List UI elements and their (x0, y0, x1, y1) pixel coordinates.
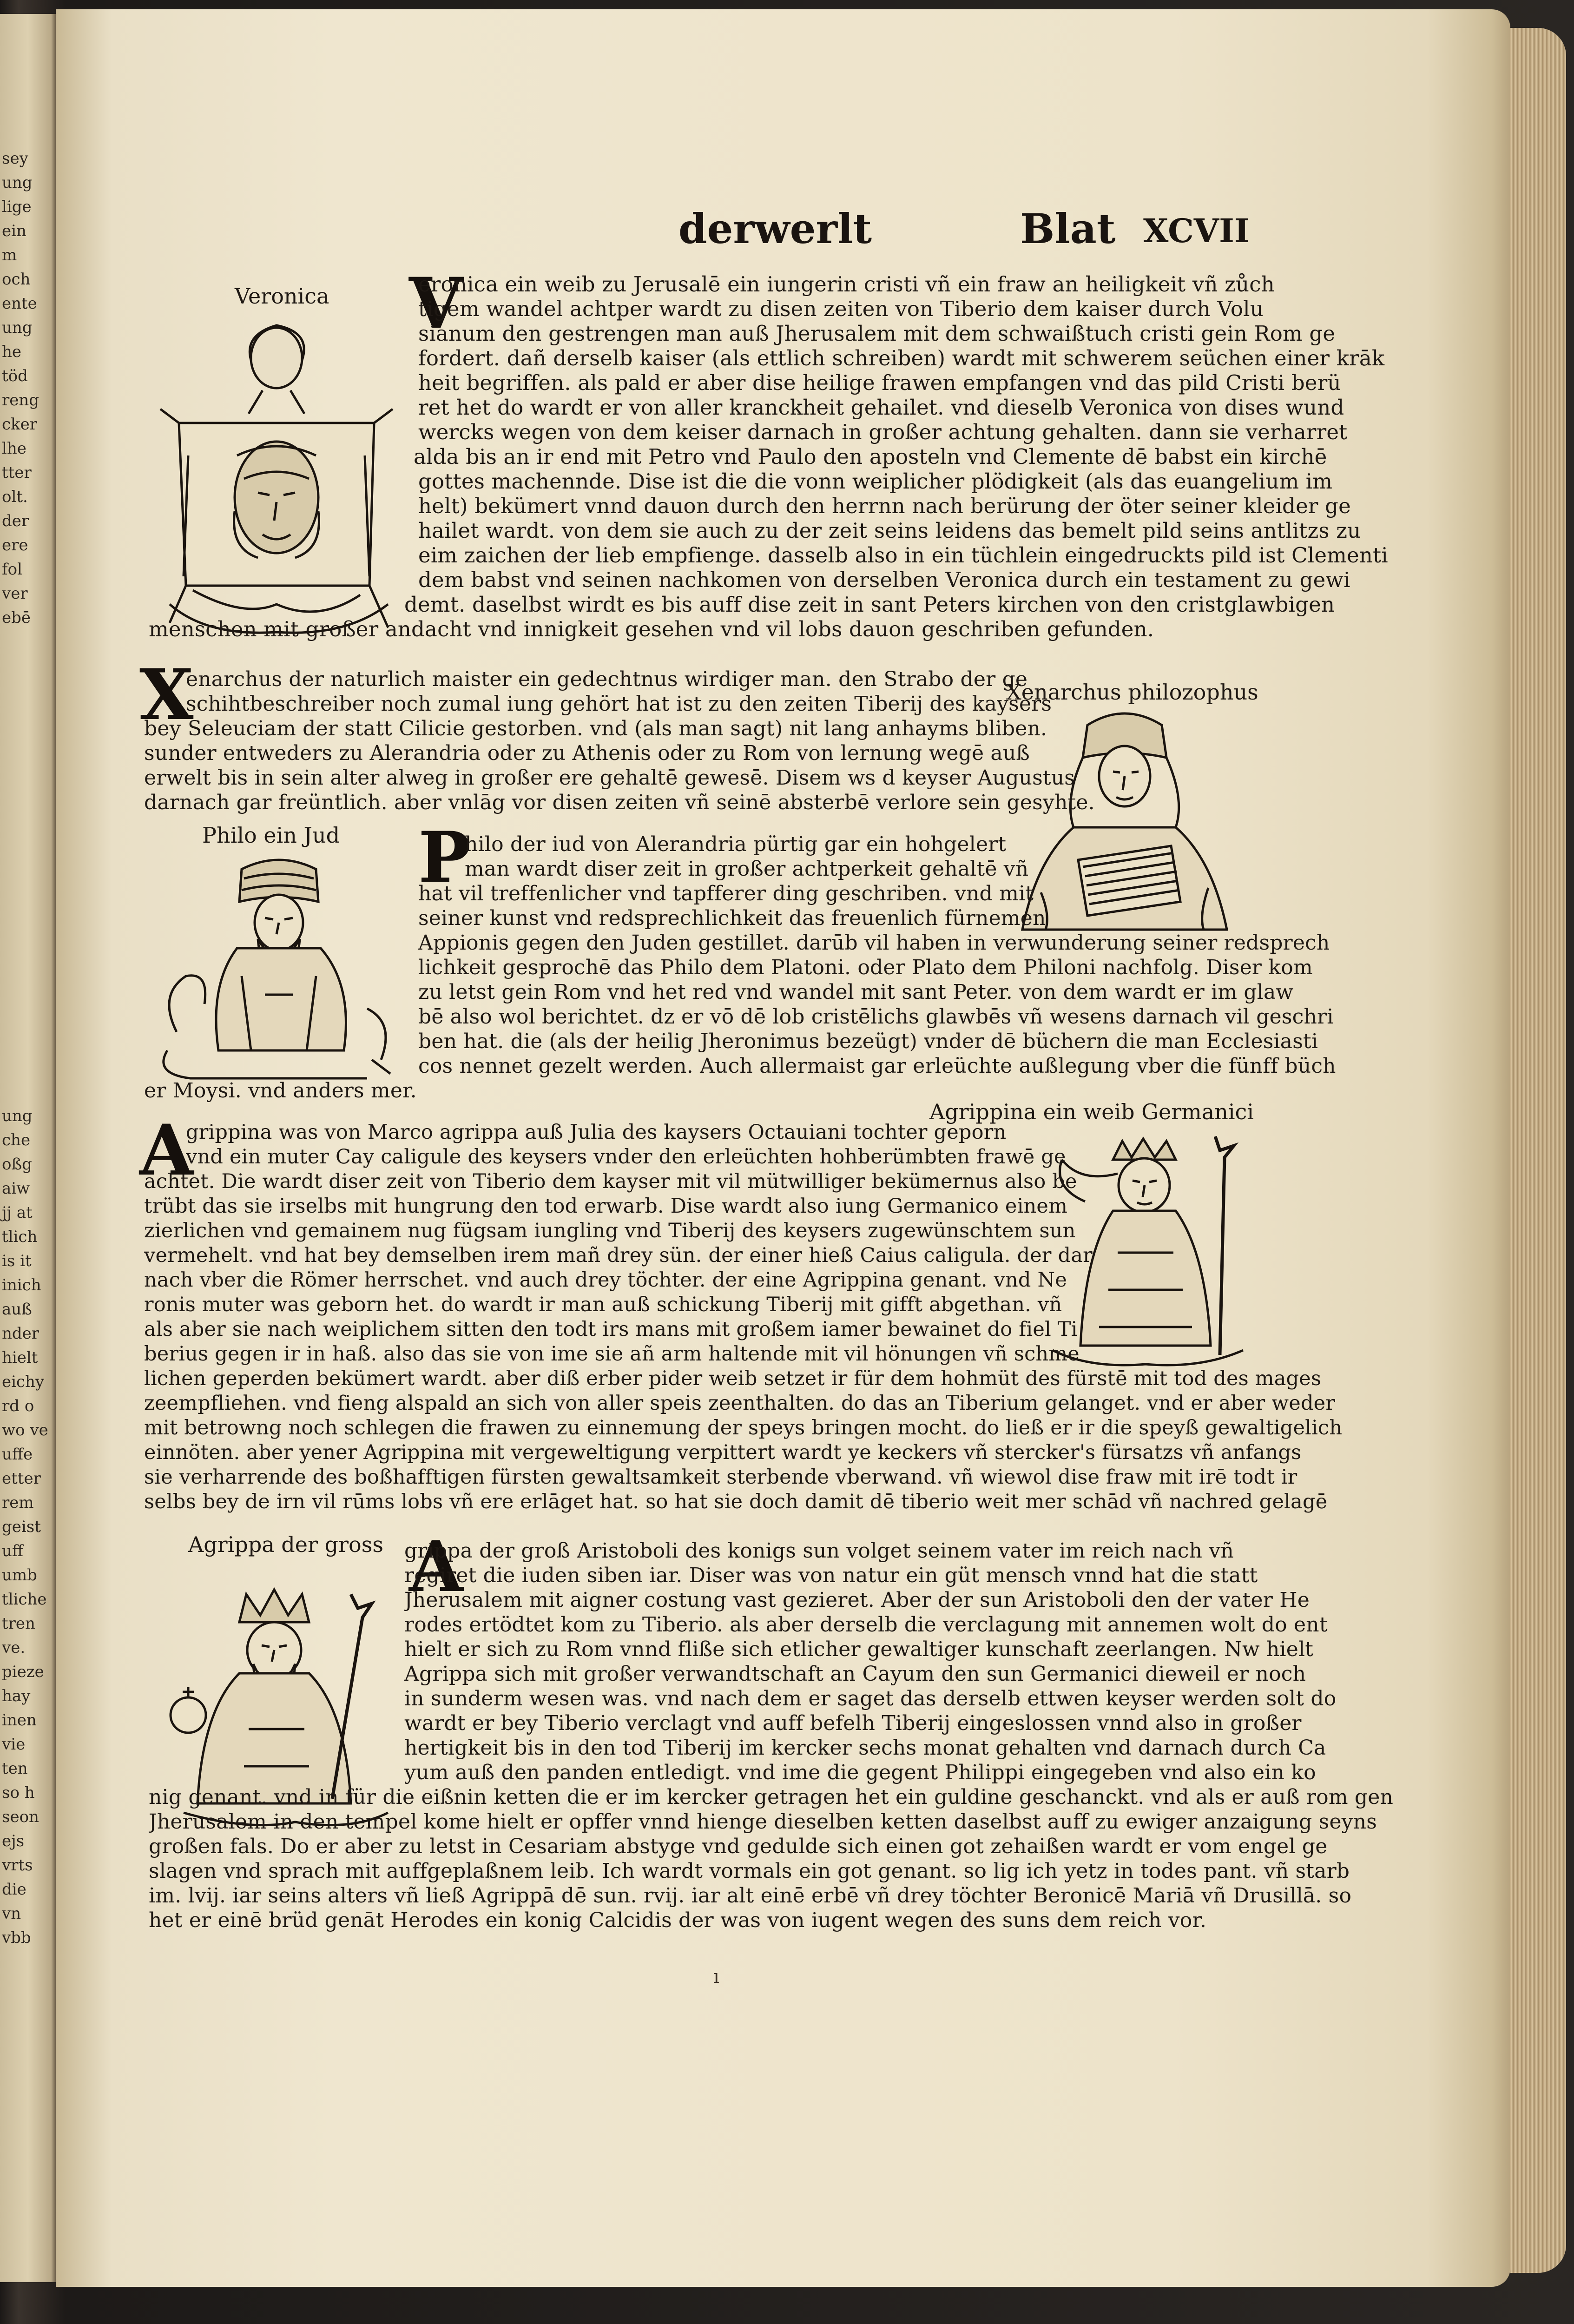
left-page-fragment: rem (2, 1493, 34, 1512)
left-page-fragment: die (2, 1880, 26, 1899)
caption-xenarchus: Xenarchus philozophus (1006, 680, 1258, 705)
left-page-fragment: hielt (2, 1348, 38, 1367)
text-line: wercks wegen von dem keiser darnach in großer achtung gehalten. dann sie verharret (418, 420, 1348, 444)
left-page-fragment: che (2, 1131, 31, 1149)
left-page-fragment: ver (2, 584, 28, 603)
paragraph-veronica (149, 272, 1388, 641)
philo-woodcut (149, 855, 409, 1088)
text-line: zierlichen vnd gemainem nug fügsam iungling vnd Tiberij des keysers zugewünschtem sun (144, 1219, 1076, 1242)
text-line: sunder entweders zu Alerandria oder zu Athenis oder zu Rom von lernung wegē auß (144, 741, 1030, 765)
left-page-fragment: lhe (2, 439, 26, 458)
left-page-fragment: is it (2, 1252, 32, 1270)
initial-xenarchus: X (139, 654, 194, 736)
text-line: seiner kunst vnd redsprechlichkeit das freuenlich fürnemen (418, 906, 1046, 930)
left-page-fragment: eichy (2, 1373, 45, 1391)
text-line: menschen mit großer andacht vnd innigkeit gesehen vnd vil lobs dauon geschriben gefunden. (149, 617, 1154, 641)
text-line: vermehelt. vnd hat bey demselben irem mañ drey sün. der einer hieß Caius caligula. der dar (144, 1244, 1093, 1267)
left-page-fragment: m (2, 246, 17, 264)
caption-agrippa: Agrippa der gross (188, 1532, 383, 1557)
left-page-fragment: tren (2, 1614, 35, 1633)
text-line: dem babst vnd seinen nachkomen von derselben Veronica durch ein testament zu gewi (418, 568, 1350, 592)
left-page-fragment: inen (2, 1711, 37, 1730)
text-line: ronis muter was geborn het. do wardt ir man auß schickung Tiberij mit gifft abgethan. vñ (144, 1293, 1062, 1316)
text-line: hielt er sich zu Rom vnnd fliße sich etlicher gewaltiger kunschaft zeerlangen. Nw hielt (404, 1637, 1314, 1661)
text-line: bey Seleuciam der statt Cilicie gestorben. vnd (als man sagt) nit lang anhayms bliben. (144, 717, 1047, 740)
paragraph-xenarchus (144, 667, 1095, 815)
text-line: im. lvij. iar seins alters vñ ließ Agrippā dē sun. rvij. iar alt einē erbē vñ drey töchter Beronicē Mariā vñ Drusillā. so (149, 1884, 1352, 1908)
left-page-fragment: tter (2, 463, 32, 482)
left-page-fragment: ejs (2, 1832, 25, 1850)
text-line: lichkeit gesprochē das Philo dem Platoni. oder Plato dem Philoni nachfolg. Diser kom (418, 956, 1313, 979)
left-page-edge (0, 14, 56, 2282)
initial-agrippina: A (139, 1109, 194, 1191)
text-line: heit begriffen. als pald er aber dise heilige frawen empfangen vnd das pild Cristi berü (418, 370, 1341, 395)
left-page-fragment: vn (2, 1904, 21, 1923)
text-line: yum auß den panden entledigt. vnd ime die gegent Philippi eingegeben vnd also ein ko (404, 1761, 1316, 1784)
text-line: schihtbeschreiber noch zumal iung gehört hat ist zu den zeiten Tiberij des kaysers (186, 692, 1052, 716)
text-line: mit betrowng noch schlegen die frawen zu einnemung der speys bringen mocht. do ließ er ir die speyß gewaltigelich (144, 1416, 1343, 1439)
left-page-fragment: vie (2, 1735, 26, 1754)
text-line: hailet wardt. von dem sie auch zu der zeit seins leidens das bemelt pild seins antlitzs zu (418, 518, 1361, 543)
text-line: er Moysi. vnd anders mer. (144, 1079, 417, 1103)
text-line: hertigkeit bis in den tod Tiberij im kercker sechs monat gehalten vnd darnach durch Ca (404, 1736, 1326, 1760)
text-line: lichen geperden bekümert wardt. aber diß erber pider weib setzet ir für dem hohmüt des fürstē mit tod des mages (144, 1367, 1322, 1390)
initial-veronica: V (409, 263, 463, 344)
running-title: derwerlt (678, 205, 872, 253)
text-line: bē also wol berichtet. dz er vō dē lob cristēlichs glawbēs vñ wesens darnach vil geschri (418, 1005, 1334, 1029)
text-line: hat vil treffenlicher vnd tapfferer ding geschriben. vnd mit (418, 882, 1034, 905)
caption-agrippina: Agrippina ein weib Germanici (929, 1099, 1254, 1124)
text-line: fordert. dañ derselb kaiser (als ettlich schreiben) wardt mit schwerem seüchen einer krāk (418, 346, 1385, 370)
text-line: Jherusalem in den tempel kome hielt er opffer vnnd hienge dieselben ketten daselbst auff zu ewiger anzaigung seyns (149, 1810, 1377, 1834)
text-line: wardt er bey Tiberio verclagt vnd auff befelh Tiberij eingeslossen vnnd also in großer (404, 1711, 1302, 1735)
margin-mark: ı (713, 1966, 719, 1987)
text-line: hilo der iud von Alerandria pürtig gar ein hohgelert (465, 832, 1007, 856)
left-page-fragment: lige (2, 198, 32, 216)
left-page-fragment: nder (2, 1324, 40, 1343)
left-page-fragment: ung (2, 1107, 33, 1125)
text-line: in sunderm wesen was. vnd nach dem er saget das derselb ettwen keyser werden solt do (404, 1687, 1337, 1710)
text-line: erwelt bis in sein alter alweg in großer ere gehaltē gewesē. Disem ws d keyser Augustus (144, 766, 1075, 790)
left-page-fragment: inich (2, 1276, 41, 1294)
text-line: alda bis an ir end mit Petro vnd Paulo den aposteln vnd Clemente dē babst ein kirchē (414, 444, 1327, 469)
text-line: slagen vnd sprach mit auffgeplaßnem leib. Ich wardt vormals ein got genant. so lig ich yetz in todes pant. vñ starb (149, 1859, 1350, 1883)
left-page-fragment: cker (2, 415, 38, 434)
text-line: einnöten. aber yener Agrippina mit vergeweltigung verpittert wardt ye keckers vñ stercker's fürsatzs vñ anfangs (144, 1441, 1302, 1464)
left-page-fragment: vrts (2, 1856, 33, 1875)
text-line: als aber sie nach weiplichem sitten den todt irs mans mit großem iamer bewainet do fiel Ti (144, 1318, 1078, 1341)
text-line: ret het do wardt er von aller kranckheit gehailet. vnd dieselb Veronica von dises wund (418, 395, 1344, 420)
text-line: sie verharrende des boßhafftigen fürsten gewaltsamkeit sterbende vberwand. vñ wiewol dise fraw mit irē todt ir (144, 1466, 1297, 1489)
left-page-fragment: seon (2, 1808, 39, 1826)
text-line: zu letst gein Rom vnd het red vnd wandel mit sant Peter. von dem wardt er im glaw (418, 980, 1294, 1004)
paragraph-agrippina (144, 1120, 1342, 1514)
left-page-fragment: uff (2, 1542, 24, 1560)
left-page-fragment: he (2, 343, 22, 361)
left-page-fragment: olt. (2, 488, 28, 506)
caption-philo: Philo ein Jud (202, 823, 340, 848)
initial-agrippa: A (409, 1526, 463, 1608)
left-page-fragment: ve. (2, 1638, 26, 1657)
text-line: nig genant. vnd in für die eißnin ketten die er im kercker getragen het ein guldine geschanckt. vnd als er auß rom gen (149, 1785, 1394, 1809)
text-line: darnach gar freüntlich. aber vnlāg vor disen zeiten vñ seinē absterbē verlore sein gesyhte. (144, 791, 1095, 814)
left-page-fragment: ten (2, 1759, 28, 1778)
left-page-fragment: uffe (2, 1445, 33, 1464)
left-page-fragment: ere (2, 536, 28, 555)
left-page-fragment: tliche (2, 1590, 47, 1609)
left-page-fragment: oßg (2, 1155, 32, 1174)
text-line: enarchus der naturlich maister ein gedechtnus wirdiger man. den Strabo der ge (186, 667, 1028, 691)
left-page-fragment: auß (2, 1300, 32, 1319)
text-line: selbs bey de irn vil rūms lobs vñ ere erlāget hat. so hat sie doch damit dē tiberio weit mer schād vñ nachred gelagē (144, 1490, 1328, 1513)
text-line: achtet. Die wardt diser zeit von Tiberio dem kayser mit vil mütwilliger bekümernus also be (144, 1170, 1077, 1193)
folio-number: XCVII (1143, 211, 1250, 250)
text-line: man wardt diser zeit in großer achtperkeit gehaltē vñ (465, 857, 1029, 881)
left-page-fragment: vbb (2, 1928, 31, 1947)
leaf-label: Blat (1020, 205, 1116, 253)
text-line: het er einē brüd genāt Herodes ein konig Calcidis der was von iugent wegen des suns dem reich vor. (149, 1908, 1207, 1932)
left-page-fragment: etter (2, 1469, 41, 1488)
text-line: zeempfliehen. vnd fieng alspald an sich von aller speis zeenthalten. do das an Tiberium gelanget. vnd er aber weder (144, 1392, 1336, 1415)
left-page-fragment: ung (2, 318, 33, 337)
text-line: cos nennet gezelt werden. Auch allermaist gar erleüchte außlegung vber die fünff büch (418, 1054, 1336, 1078)
left-page-fragment: tlich (2, 1228, 38, 1246)
left-page-fragment: umb (2, 1566, 37, 1585)
text-line: Jherusalem mit aigner costung vast gezieret. Aber der sun Aristoboli den der vater He (404, 1588, 1310, 1612)
left-page-fragment: geist (2, 1518, 41, 1536)
left-page-fragment: so h (2, 1783, 35, 1802)
text-line: eronica ein weib zu Jerusalē ein iungerin cristi vñ ein fraw an heiligkeit vñ zůch (418, 272, 1275, 297)
left-page-fragment: fol (2, 560, 22, 579)
text-line: gottes machennde. Dise ist die die vonn weiplicher plödigkeit (als das euangelium im (418, 469, 1333, 494)
left-page-fragment: aiw (2, 1179, 30, 1198)
text-line: vnd ein muter Cay caligule des keysers vnder den erleüchten hohberümbten frawē ge (186, 1145, 1066, 1169)
left-page-fragment: ebē (2, 608, 31, 627)
veronica-woodcut (151, 316, 402, 641)
text-line: sianum den gestrengen man auß Jherusalem mit dem schwaißtuch cristi gein Rom ge (418, 321, 1336, 346)
text-line: Agrippa sich mit großer verwandtschaft an Cayum den sun Germanici dieweil er noch (404, 1662, 1306, 1686)
left-page-fragment: der (2, 512, 29, 530)
left-page-fragment: pieze (2, 1663, 44, 1681)
text-line: Appionis gegen den Juden gestillet. darūb vil haben in verwunderung seiner redsprech (418, 931, 1330, 955)
left-page-fragment: ente (2, 294, 37, 313)
text-line: regiret die iuden siben iar. Diser was von natur ein güt mensch vnnd hat die statt (404, 1564, 1258, 1587)
initial-philo: P (418, 817, 471, 898)
text-line: berius gegen ir in haß. also das sie von ime sie añ arm haltende mit vil hönungen vñ schme (144, 1342, 1080, 1366)
caption-veronica: Veronica (235, 284, 329, 309)
text-line: demt. daselbst wirdt es bis auff dise zeit in sant Peters kirchen von den cristglawbigen (404, 592, 1335, 617)
left-page-fragment: sey (2, 149, 28, 168)
text-line: nach vber die Römer herrschet. vnd auch drey töchter. der eine Agrippina genant. vnd Ne (144, 1268, 1067, 1292)
text-line: großen fals. Do er aber zu letst in Cesariam abstyge vnd gedulde sich einen got zehaißen wardt er vom engel ge (149, 1835, 1328, 1858)
text-line: trübt das sie irselbs mit hungrung den tod erwarb. Dise wardt also iung Germanico einem (144, 1195, 1068, 1218)
page-edges (1510, 28, 1566, 2273)
text-line: grippina was von Marco agrippa auß Julia des kaysers Octauiani tochter geporn (186, 1121, 1007, 1144)
left-page-fragment: och (2, 270, 31, 289)
left-page-fragment: ein (2, 222, 26, 240)
text-line: helt) bekümert vnnd dauon durch den herrnn nach berürung der öter seiner kleider ge (418, 494, 1351, 518)
left-page-fragment: ung (2, 173, 33, 192)
text-line: grippa der groß Aristoboli des konigs sun volget seinem vater im reich nach vñ (404, 1539, 1234, 1563)
text-line: tigem wandel achtper wardt zu disen zeiten von Tiberio dem kaiser durch Volu (418, 297, 1264, 321)
left-page-fragment: rd o (2, 1397, 34, 1415)
left-page-fragment: reng (2, 391, 40, 409)
left-page-fragment: jj at (2, 1203, 33, 1222)
left-page-fragment: wo ve (2, 1421, 48, 1439)
text-line: ben hat. die (als der heilig Jheronimus bezeügt) vnder dē büchern die man Ecclesiasti (418, 1030, 1318, 1053)
text-line: rodes ertödtet kom zu Tiberio. als aber derselb die verclagung mit annemen wolt do ent (404, 1613, 1328, 1637)
left-page-fragment: töd (2, 367, 28, 385)
left-page-fragment: hay (2, 1687, 31, 1705)
text-line: eim zaichen der lieb empfienge. dasselb also in ein tüchlein eingedruckts pild ist Clementi (418, 543, 1388, 568)
